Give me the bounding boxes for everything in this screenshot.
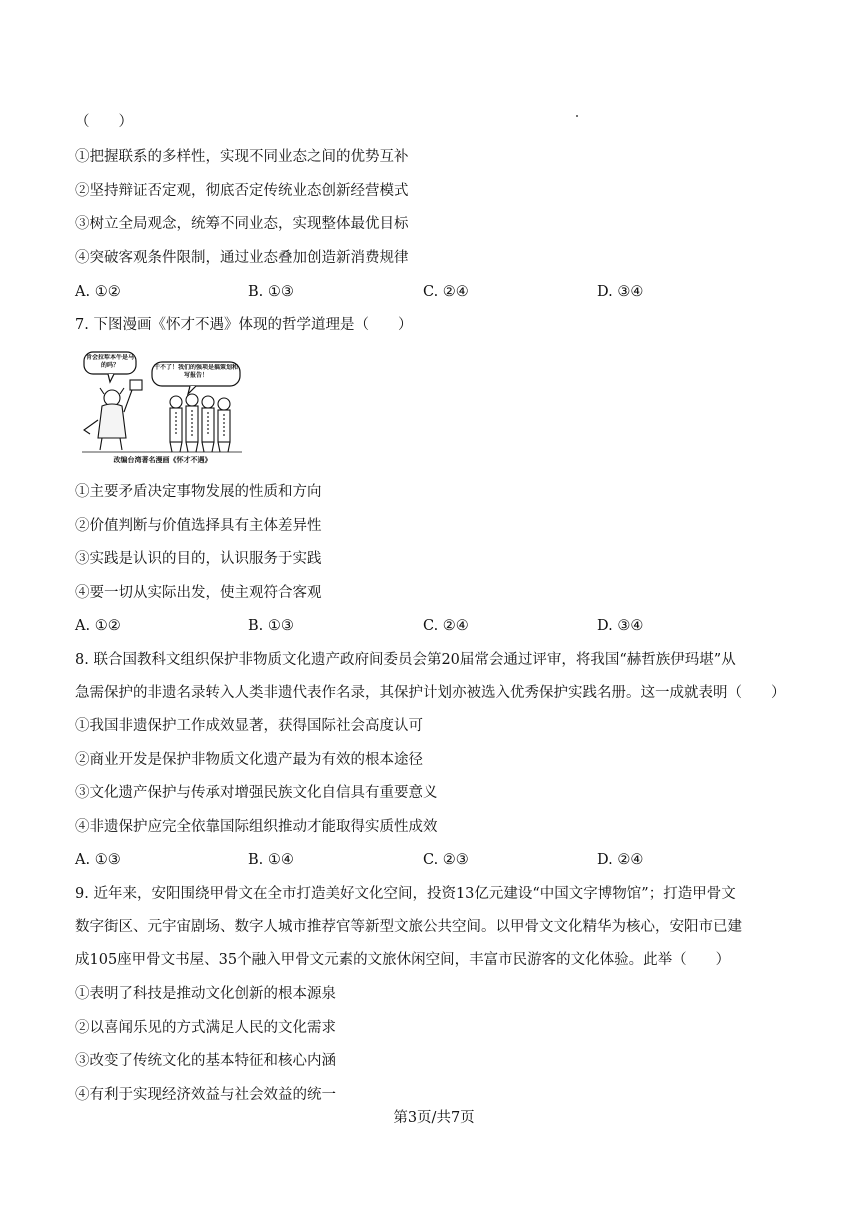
q8-choice-d[interactable]: D. ②④ xyxy=(597,852,644,868)
page-footer: 第3页/共7页 xyxy=(393,1110,475,1126)
q8-option-1: ①我国非遗保护工作成效显著，获得国际社会高度认可 xyxy=(75,718,423,734)
horse-group xyxy=(170,394,230,452)
q6-choices xyxy=(75,282,675,302)
right-bubble-text: 干不了！我们的强项是搞策划和写报告！ xyxy=(154,364,238,379)
q9-option-2: ②以喜闻乐见的方式满足人民的文化需求 xyxy=(75,1020,336,1036)
q6-choice-c[interactable]: C. ②④ xyxy=(423,284,469,300)
q8-stem-line-1: 8. 联合国教科文组织保护非物质文化遗产政府间委员会第20届常会通过评审，将我国“赫哲族伊玛堪”从 xyxy=(75,652,736,668)
q8-option-2: ②商业开发是保护非物质文化遗产最为有效的根本途径 xyxy=(75,752,423,768)
q9-option-3: ③改变了传统文化的基本特征和核心内涵 xyxy=(75,1053,336,1069)
q6-choice-d[interactable]: D. ③④ xyxy=(597,284,644,300)
q7-stem: 7. 下图漫画《怀才不遇》体现的哲学道理是（ ） xyxy=(75,317,413,333)
q9-stem-line-3: 成105座甲骨文书屋、35个融入甲骨文元素的文旅休闲空间，丰富市民游客的文化体验。此举（ ） xyxy=(75,952,731,968)
q9-stem-line-1: 9. 近年来，安阳围绕甲骨文在全市打造美好文化空间，投资13亿元建设“中国文字博物馆”；打造甲骨文 xyxy=(75,886,736,902)
q7-choice-b[interactable]: B. ①③ xyxy=(248,618,294,634)
q6-choice-a[interactable]: A. ①② xyxy=(75,284,121,300)
q9-option-4: ④有利于实现经济效益与社会效益的统一 xyxy=(75,1087,336,1103)
cartoon-image xyxy=(80,350,245,470)
q6-option-2: ②坚持辩证否定观，彻底否定传统业态创新经营模式 xyxy=(75,183,409,199)
q7-option-4: ④要一切从实际出发，使主观符合客观 xyxy=(75,585,322,601)
q7-option-2: ②价值判断与价值选择具有主体差异性 xyxy=(75,518,322,534)
q6-option-3: ③树立全局观念，统筹不同业态，实现整体最优目标 xyxy=(75,216,409,232)
q8-option-4: ④非遗保护应完全依靠国际组织推动才能取得实质性成效 xyxy=(75,819,438,835)
q7-choice-d[interactable]: D. ③④ xyxy=(597,618,644,634)
q6-option-4: ④突破客观条件限制，通过业态叠加创造新消费规律 xyxy=(75,250,409,266)
q7-choices xyxy=(75,616,675,636)
q7-choice-a[interactable]: A. ①② xyxy=(75,618,121,634)
q8-choice-b[interactable]: B. ①④ xyxy=(248,852,294,868)
q9-stem-line-2: 数字街区、元宇宙剧场、数字人城市推荐官等新型文旅公共空间。以甲骨文文化精华为核心，安阳市已建 xyxy=(75,919,742,935)
q8-option-3: ③文化遗产保护与传承对增强民族文化自信具有重要意义 xyxy=(75,785,438,801)
stray-dot xyxy=(576,115,578,117)
q7-option-3: ③实践是认识的目的，认识服务于实践 xyxy=(75,551,322,567)
q8-choices xyxy=(75,850,675,870)
cartoon-caption: 改编台湾著名漫画《怀才不遇》 xyxy=(113,456,212,464)
ox-figure xyxy=(84,380,142,450)
q7-choice-c[interactable]: C. ②④ xyxy=(423,618,469,634)
cartoon-drawing xyxy=(80,350,245,470)
q6-option-1: ①把握联系的多样性，实现不同业态之间的优势互补 xyxy=(75,149,409,165)
left-bubble-text: 肯会拉犁本牛是马的吗？ xyxy=(86,354,134,369)
q6-bracket: （ ） xyxy=(75,114,133,130)
q8-choice-c[interactable]: C. ②③ xyxy=(423,852,469,868)
q8-stem-line-2: 急需保护的非遗名录转入人类非遗代表作名录，其保护计划亦被选入优秀保护实践名册。这一成就表明（ ） xyxy=(75,685,786,701)
q8-choice-a[interactable]: A. ①③ xyxy=(75,852,121,868)
q7-option-1: ①主要矛盾决定事物发展的性质和方向 xyxy=(75,484,322,500)
q6-choice-b[interactable]: B. ①③ xyxy=(248,284,294,300)
q9-option-1: ①表明了科技是推动文化创新的根本源泉 xyxy=(75,986,336,1002)
